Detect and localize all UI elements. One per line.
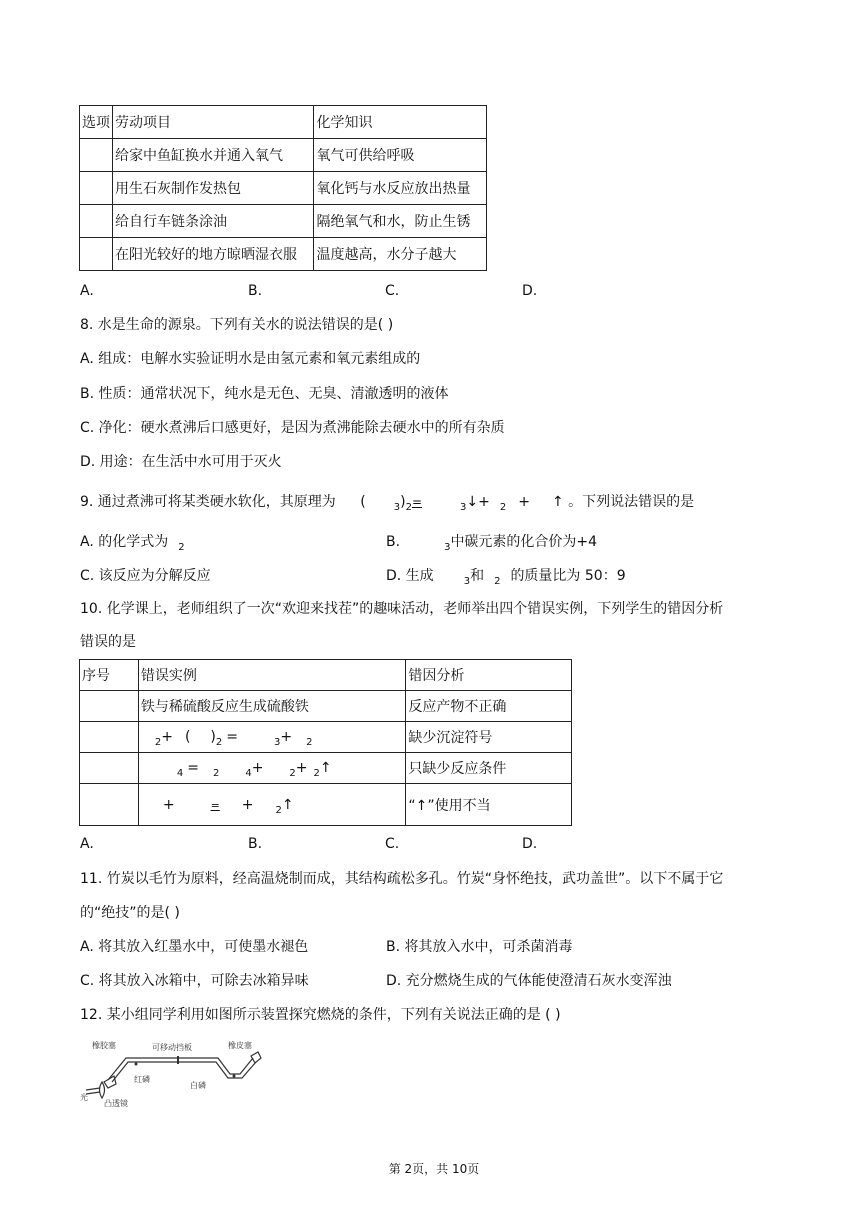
eq-plus: +	[241, 796, 254, 813]
eq-sub: 2	[275, 804, 282, 816]
table-cell: 氧化钙与水反应放出热量	[314, 172, 487, 205]
table-header-cell: 劳动项目	[113, 106, 314, 139]
eq-sub: 4	[176, 768, 184, 779]
q9-equation	[360, 494, 568, 513]
red-phosphorus-dot	[135, 1063, 138, 1066]
table-cell: 缺少沉淀符号	[406, 722, 572, 753]
table-cell	[80, 139, 113, 172]
q10-table-header	[80, 660, 572, 691]
eq-sub: 2	[494, 576, 501, 587]
eq-plus: +	[162, 796, 175, 813]
table-header-cell: 错因分析	[406, 660, 572, 691]
table-header-cell: 选项	[80, 106, 113, 139]
eq-sub: 2	[306, 737, 313, 748]
eq-down-plus: ↓+	[466, 494, 490, 510]
eq-plus: +	[251, 760, 264, 776]
table-cell	[80, 238, 113, 271]
q7-table-header	[80, 106, 487, 139]
table-row	[80, 238, 487, 271]
eq-plus: +	[161, 729, 173, 745]
q9-b-text: 中碳元素的化合价为+4	[450, 534, 598, 550]
option-d[interactable]: D.	[522, 836, 538, 852]
table-cell: 隔绝氧气和水，防止生锈	[314, 205, 487, 238]
q9-d-label: D. 生成	[386, 568, 434, 584]
table-cell	[138, 753, 406, 784]
table-cell: 只缺少反应条件	[406, 753, 572, 784]
q10-stem-line1: 10. 化学课上，老师组织了一次“欢迎来找茬”的趣味活动，老师举出四个错误实例，下列学生的错因分析	[80, 601, 724, 617]
label-red-phosphorus: 红磷	[134, 1075, 150, 1084]
eq-sub: 3	[393, 502, 401, 513]
table-cell	[80, 691, 139, 722]
label-white-phosphorus: 白磷	[190, 1081, 206, 1090]
table-cell: 氧气可供给呼吸	[314, 139, 487, 172]
q11-option-a[interactable]: A. 将其放入红墨水中，可使墨水褪色	[80, 939, 309, 955]
eq-sub: 2	[154, 737, 162, 748]
table-cell	[138, 784, 406, 826]
table-cell	[80, 753, 139, 784]
eq-sub: 3	[273, 737, 281, 748]
eq-sub: 2	[215, 737, 223, 748]
table-header-cell: 化学知识	[314, 106, 487, 139]
q9-d-and: 和	[470, 568, 485, 584]
q9-stem-prefix: 9. 通过煮沸可将某类硬水软化，其原理为	[80, 494, 336, 510]
eq-sub: 2	[289, 768, 296, 779]
table-row	[80, 205, 487, 238]
table-row	[80, 722, 572, 753]
eq-plus: +	[518, 494, 530, 510]
table-cell: 给家中鱼缸换水并通入氧气	[113, 139, 314, 172]
eq-sub: 3	[463, 576, 471, 587]
q9-d-text: 的质量比为 50：9	[510, 568, 626, 584]
eq-up-arrow: ↑	[319, 760, 332, 776]
eq-paren: )	[400, 494, 406, 510]
q9-stem	[80, 492, 694, 514]
table-cell	[80, 784, 139, 826]
option-d[interactable]: D.	[522, 283, 538, 299]
table-row	[80, 691, 572, 722]
q9-option-b[interactable]	[386, 532, 597, 554]
q11-stem-line1: 11. 竹炭以毛竹为原料，经高温烧制而成，其结构疏松多孔。竹炭“身怀绝技，武功盖世”。以下不属于它	[80, 871, 724, 887]
q7-table	[79, 105, 487, 271]
q9-option-c[interactable]: C. 该反应为分解反应	[80, 568, 211, 584]
eq-plus: +	[280, 729, 293, 745]
label-convex-lens: 凸透镜	[104, 1099, 128, 1108]
table-row	[80, 172, 487, 205]
label-light: 光	[80, 1093, 88, 1102]
eq-sub: 2	[499, 502, 507, 513]
table-header-cell: 错误实例	[138, 660, 406, 691]
table-row	[80, 139, 487, 172]
eq-sub: 2	[178, 542, 185, 553]
eq-sub: 2	[212, 768, 220, 779]
eq-paren: (	[360, 494, 366, 510]
q11-option-d[interactable]: D. 充分燃烧生成的气体能使澄清石灰水变浑浊	[386, 973, 672, 989]
q11-option-c[interactable]: C. 将其放入冰箱中，可除去冰箱异味	[80, 973, 309, 989]
table-header-cell: 序号	[80, 660, 139, 691]
q9-stem-suffix: 。下列说法错误的是	[568, 494, 695, 510]
q11-stem-line2: 的“绝技”的是( )	[80, 905, 180, 921]
eq-sign: =	[210, 798, 220, 812]
eq-sub: 4	[245, 768, 252, 779]
q9-option-a[interactable]	[80, 532, 185, 554]
white-phosphorus-dot	[233, 1075, 236, 1078]
table-row	[80, 784, 572, 826]
q9-b-label: B.	[386, 534, 401, 550]
eq-sub: 2	[405, 502, 412, 513]
q9-a-text: A. 的化学式为	[80, 534, 169, 550]
eq-paren: (	[184, 729, 191, 745]
table-row	[80, 753, 572, 784]
q11-option-b[interactable]: B. 将其放入水中，可杀菌消毒	[386, 939, 573, 955]
label-movable-baffle: 可移动挡板	[152, 1043, 192, 1052]
eq-paren: )	[210, 729, 216, 745]
option-c[interactable]: C.	[385, 836, 400, 852]
option-b[interactable]: B.	[248, 283, 263, 299]
q8-stem: 8. 水是生命的源泉。下列有关水的说法错误的是( )	[80, 317, 394, 333]
eq-up-arrow: ↑	[281, 796, 294, 813]
table-cell: 反应产物不正确	[406, 691, 572, 722]
table-cell: 铁与稀硫酸反应生成硫酸铁	[138, 691, 406, 722]
table-cell	[80, 722, 139, 753]
q10-stem-line2: 错误的是	[80, 634, 136, 650]
eq-sub: 3	[460, 502, 467, 513]
eq-sign: =	[226, 729, 238, 745]
page-footer: 第 2页，共 10页	[388, 1162, 480, 1176]
table-cell: 温度越高，水分子越大	[314, 238, 487, 271]
label-rubber-plug: 橡皮塞	[228, 1041, 252, 1050]
eq-sign: =	[411, 495, 423, 509]
q8-option-b[interactable]: B. 性质：通常状况下，纯水是无色、无臭、清澈透明的液体	[80, 386, 449, 402]
q8-option-a[interactable]: A. 组成：电解水实验证明水是由氢元素和氧元素组成的	[80, 351, 421, 367]
label-rubber-stopper: 橡胶塞	[92, 1041, 116, 1050]
q9-option-d[interactable]	[386, 566, 626, 588]
option-c[interactable]: C.	[385, 283, 400, 299]
option-a[interactable]: A.	[80, 836, 94, 852]
option-b[interactable]: B.	[248, 836, 263, 852]
table-cell: 用生石灰制作发热包	[113, 172, 314, 205]
table-cell: “↑”使用不当	[406, 784, 572, 826]
combustion-apparatus-diagram	[78, 1038, 278, 1110]
option-a[interactable]: A.	[80, 283, 94, 299]
eq-sub: 3	[444, 542, 451, 553]
table-cell	[80, 205, 113, 238]
q12-stem: 12. 某小组同学利用如图所示装置探究燃烧的条件，下列有关说法正确的是 ( )	[80, 1007, 561, 1023]
table-cell	[80, 172, 113, 205]
table-cell	[138, 722, 406, 753]
q8-option-c[interactable]: C. 净化：硬水煮沸后口感更好，是因为煮沸能除去硬水中的所有杂质	[80, 420, 505, 436]
table-cell: 给自行车链条涂油	[113, 205, 314, 238]
eq-sub: 2	[313, 768, 320, 779]
q10-table	[79, 659, 572, 826]
eq-up-arrow: ↑	[551, 494, 564, 510]
q8-option-d[interactable]: D. 用途：在生活中水可用于灭火	[80, 454, 282, 470]
eq-plus: +	[295, 760, 308, 776]
table-cell: 在阳光较好的地方晾晒湿衣服	[113, 238, 314, 271]
eq-sign: =	[187, 760, 199, 776]
